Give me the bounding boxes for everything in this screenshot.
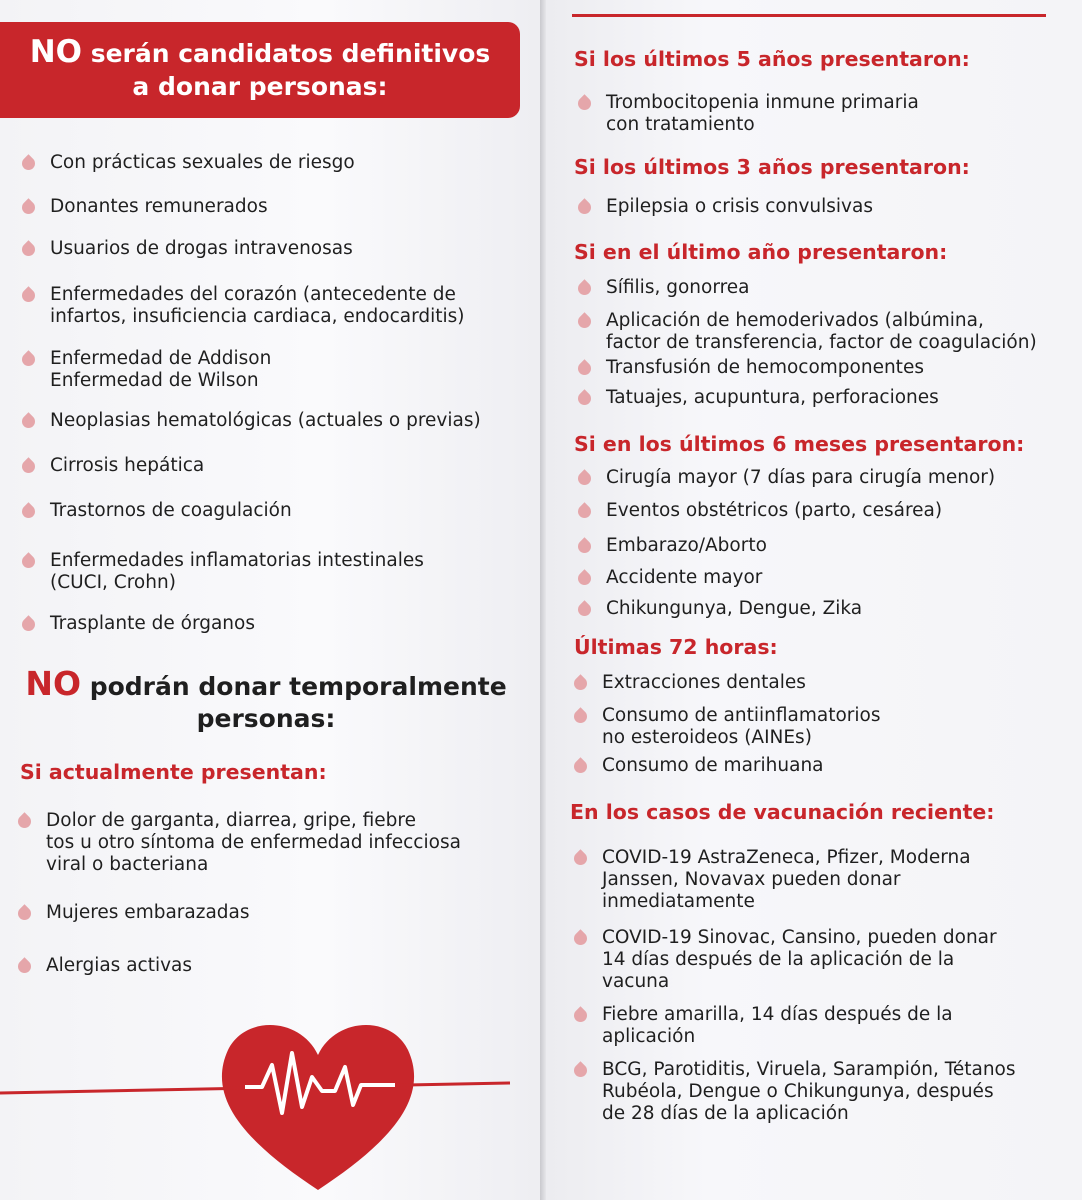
item-line: infartos, insuficiencia cardiaca, endocarditis) [50,306,465,327]
item-line: Dolor de garganta, diarrea, gripe, fiebre [46,810,416,831]
blood-drop-icon [19,154,37,172]
deferral-item [578,92,919,136]
deferral-item [574,847,971,913]
item-line: Trasplante de órganos [50,613,255,634]
item-line: (CUCI, Crohn) [50,572,176,593]
blood-drop-icon [571,757,589,775]
deferral-item [574,927,997,993]
item-line: vacuna [602,971,670,992]
permanent-item [22,196,268,218]
blood-drop-icon [575,502,593,520]
blood-drop-icon [19,457,37,475]
item-line: Transfusión de hemocomponentes [606,357,924,378]
blood-drop-icon [571,1061,589,1079]
item-line: factor de transferencia, factor de coagulación) [606,332,1037,353]
item-line: Enfermedad de Wilson [50,370,259,391]
deferral-item [578,277,750,299]
blood-drop-icon [575,279,593,297]
blood-drop-icon [15,812,33,830]
item-line: Fiebre amarilla, 14 días después de la [602,1004,953,1025]
blood-drop-icon [19,350,37,368]
item-line: Enfermedad de Addison [50,348,272,369]
heart-pulse-icon [0,1005,540,1195]
blood-drop-icon [19,286,37,304]
blood-drop-icon [15,957,33,975]
blood-drop-icon [19,240,37,258]
permanent-item [22,348,271,392]
item-line: viral o bacteriana [46,854,209,875]
item-line: Extracciones dentales [602,672,806,693]
permanent-item [22,613,255,635]
item-line: Consumo de marihuana [602,755,824,776]
blood-drop-icon [575,600,593,618]
temporary-title [16,664,516,735]
blood-drop-icon [19,552,37,570]
permanent-item [22,238,353,260]
blood-drop-icon [571,707,589,725]
item-line: Accidente mayor [606,567,763,588]
blood-drop-icon [575,389,593,407]
blood-drop-icon [19,615,37,633]
item-line: Cirrosis hepática [50,455,205,476]
permanent-item [22,455,204,477]
deferral-item [574,672,806,694]
permanent-item [22,284,465,328]
section-heading: En los casos de vacunación reciente: [570,800,995,824]
item-line: con tratamiento [606,114,755,135]
blood-drop-icon [19,412,37,430]
permanent-item [22,410,481,432]
blood-drop-icon [571,929,589,947]
item-line: Usuarios de drogas intravenosas [50,238,353,259]
deferral-item [578,535,767,557]
blood-drop-icon [575,469,593,487]
temporary-line2: personas: [196,704,336,733]
blood-drop-icon [575,569,593,587]
deferral-item [574,1004,953,1048]
permanent-item [22,152,355,174]
item-line: Donantes remunerados [50,196,268,217]
item-line: inmediatamente [602,891,755,912]
item-line: Enfermedades inflamatorias intestinales [50,550,424,571]
section-heading: Si en los últimos 6 meses presentaron: [574,432,1025,456]
item-line: Con prácticas sexuales de riesgo [50,152,355,173]
permanent-item [22,500,292,522]
item-line: Aplicación de hemoderivados (albúmina, [606,310,984,331]
temporary-no: NO [25,664,81,703]
item-line: 14 días después de la aplicación de la [602,949,955,970]
deferral-item [578,500,942,522]
section-heading: Si los últimos 5 años presentaron: [574,47,970,71]
permanent-item [22,550,424,594]
blood-drop-icon [575,312,593,330]
item-line: Enfermedades del corazón (antecedente de [50,284,456,305]
deferral-item [574,705,881,749]
item-line: Tatuajes, acupuntura, perforaciones [606,387,939,408]
blood-drop-icon [575,537,593,555]
banner-line2: a donar personas: [132,72,388,101]
blood-drop-icon [575,198,593,216]
item-line: Chikungunya, Dengue, Zika [606,598,863,619]
item-line: Janssen, Novavax pueden donar [602,869,901,890]
item-line: Alergias activas [46,955,193,976]
blood-drop-icon [19,502,37,520]
blood-drop-icon [571,674,589,692]
current-item [18,810,461,876]
deferral-item [578,598,862,620]
banner-line1: serán candidatos definitivos [82,39,491,68]
section-heading: Si en el último año presentaron: [574,240,948,264]
deferral-item [578,567,762,589]
item-line: Rubéola, Dengue o Chikungunya, después [602,1081,994,1102]
item-line: Embarazo/Aborto [606,535,767,556]
blood-drop-icon [571,1006,589,1024]
item-line: Mujeres embarazadas [46,902,250,923]
item-line: Consumo de antiinflamatorios [602,705,881,726]
deferral-item [574,755,824,777]
temporary-line1: podrán donar temporalmente [81,672,507,701]
blood-drop-icon [571,849,589,867]
item-line: Neoplasias hematológicas (actuales o previas) [50,410,481,431]
item-line: Epilepsia o crisis convulsivas [606,196,873,217]
item-line: Trombocitopenia inmune primaria [606,92,919,113]
deferral-item [578,196,873,218]
deferral-item [574,1059,1016,1125]
current-item [18,955,192,977]
blood-drop-icon [15,904,33,922]
current-item [18,902,250,924]
item-line: tos u otro síntoma de enfermedad infecciosa [46,832,461,853]
item-line: de 28 días de la aplicación [602,1103,849,1124]
deferral-item [578,387,939,409]
permanent-banner [0,22,520,118]
deferral-item [578,357,924,379]
item-line: Cirugía mayor (7 días para cirugía menor) [606,467,996,488]
banner-no: NO [29,34,82,70]
blood-drop-icon [19,198,37,216]
item-line: COVID-19 Sinovac, Cansino, pueden donar [602,927,997,948]
deferral-item [578,310,1037,354]
deferral-item [578,467,995,489]
blood-drop-icon [575,359,593,377]
item-line: aplicación [602,1026,696,1047]
item-line: BCG, Parotiditis, Viruela, Sarampión, Tétanos [602,1059,1016,1080]
item-line: no esteroideos (AINEs) [602,727,812,748]
item-line: Trastornos de coagulación [50,500,292,521]
current-heading: Si actualmente presentan: [20,760,327,784]
item-line: Eventos obstétricos (parto, cesárea) [606,500,943,521]
item-line: COVID-19 AstraZeneca, Pfizer, Moderna [602,847,971,868]
section-heading: Si los últimos 3 años presentaron: [574,155,970,179]
blood-drop-icon [575,94,593,112]
section-heading: Últimas 72 horas: [574,635,778,659]
item-line: Sífilis, gonorrea [606,277,750,298]
top-rule [572,14,1046,17]
